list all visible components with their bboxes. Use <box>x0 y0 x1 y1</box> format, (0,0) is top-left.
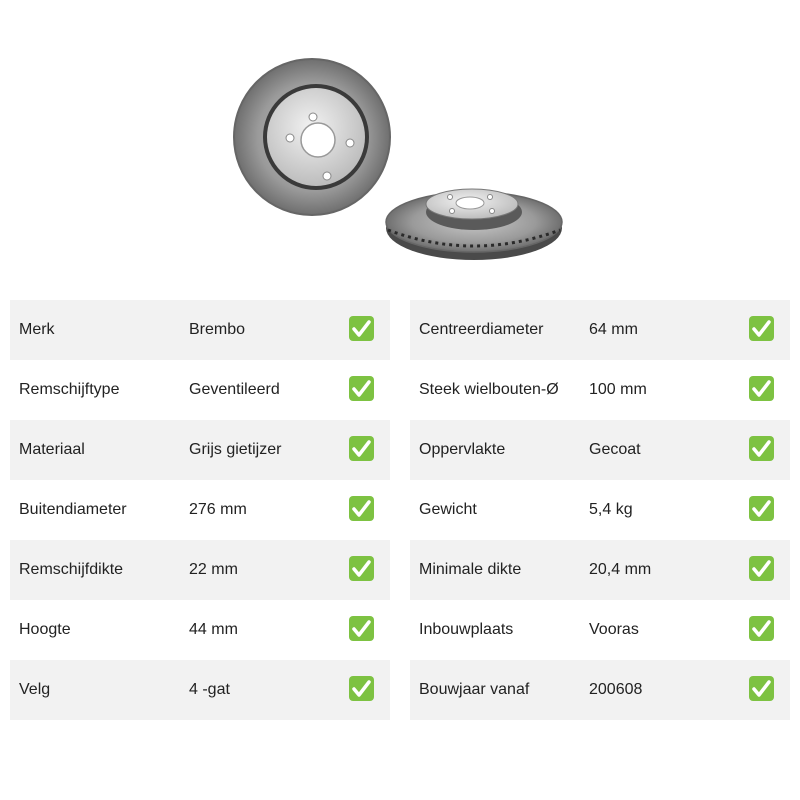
check-mark-icon <box>749 316 774 341</box>
spec-label: Minimale dikte <box>419 561 522 578</box>
spec-label: Centreerdiameter <box>419 321 544 338</box>
spec-value: 20,4 mm <box>589 561 652 578</box>
spec-value: 276 mm <box>189 501 247 518</box>
spec-value: Brembo <box>189 321 246 338</box>
spec-row-bouwjaar-vanaf <box>410 660 790 720</box>
brake-disc-illustration <box>0 0 800 290</box>
spec-value: 64 mm <box>589 321 638 338</box>
spec-value: Vooras <box>589 621 639 638</box>
specs-table-left <box>10 300 390 720</box>
spec-value: Gecoat <box>589 441 641 458</box>
check-mark-icon <box>749 556 774 581</box>
spec-label: Velg <box>19 681 51 698</box>
spec-row-velg <box>10 660 390 720</box>
spec-row-inbouwplaats <box>410 600 790 660</box>
spec-row-steek-wielbouten <box>410 360 790 420</box>
check-mark-icon <box>749 496 774 521</box>
spec-row-remschijftype <box>10 360 390 420</box>
spec-value: 44 mm <box>189 621 238 638</box>
spec-label: Hoogte <box>19 621 71 638</box>
spec-row-hoogte <box>10 600 390 660</box>
product-image <box>0 0 800 290</box>
check-mark-icon <box>749 436 774 461</box>
spec-label: Oppervlakte <box>419 441 506 458</box>
spec-label: Materiaal <box>19 441 85 458</box>
spec-value: 22 mm <box>189 561 238 578</box>
spec-value: 5,4 kg <box>589 501 633 518</box>
spec-value: 200608 <box>589 681 643 698</box>
check-mark-icon <box>349 496 374 521</box>
check-mark-icon <box>349 376 374 401</box>
check-mark-icon <box>349 436 374 461</box>
spec-value: Geventileerd <box>189 381 280 398</box>
check-mark-icon <box>749 376 774 401</box>
spec-label: Steek wielbouten-Ø <box>419 381 559 398</box>
spec-row-gewicht <box>410 480 790 540</box>
spec-label: Buitendiameter <box>19 501 127 518</box>
check-mark-icon <box>349 556 374 581</box>
check-mark-icon <box>349 676 374 701</box>
spec-value: 100 mm <box>589 381 647 398</box>
spec-label: Remschijfdikte <box>19 561 124 578</box>
check-mark-icon <box>749 676 774 701</box>
check-mark-icon <box>349 616 374 641</box>
check-mark-icon <box>749 616 774 641</box>
spec-row-remschijfdikte <box>10 540 390 600</box>
spec-row-merk <box>10 300 390 360</box>
specs-table-right <box>410 300 790 720</box>
spec-label: Remschijftype <box>19 381 120 398</box>
spec-row-minimale-dikte <box>410 540 790 600</box>
spec-value: 4 -gat <box>189 681 230 698</box>
check-mark-icon <box>349 316 374 341</box>
spec-label: Gewicht <box>419 501 477 518</box>
spec-row-materiaal <box>10 420 390 480</box>
spec-row-oppervlakte <box>410 420 790 480</box>
spec-row-buitendiameter <box>10 480 390 540</box>
spec-label: Bouwjaar vanaf <box>419 681 530 698</box>
spec-label: Merk <box>19 321 55 338</box>
spec-row-centreerdiameter <box>410 300 790 360</box>
spec-value: Grijs gietijzer <box>189 441 282 458</box>
spec-label: Inbouwplaats <box>419 621 514 638</box>
